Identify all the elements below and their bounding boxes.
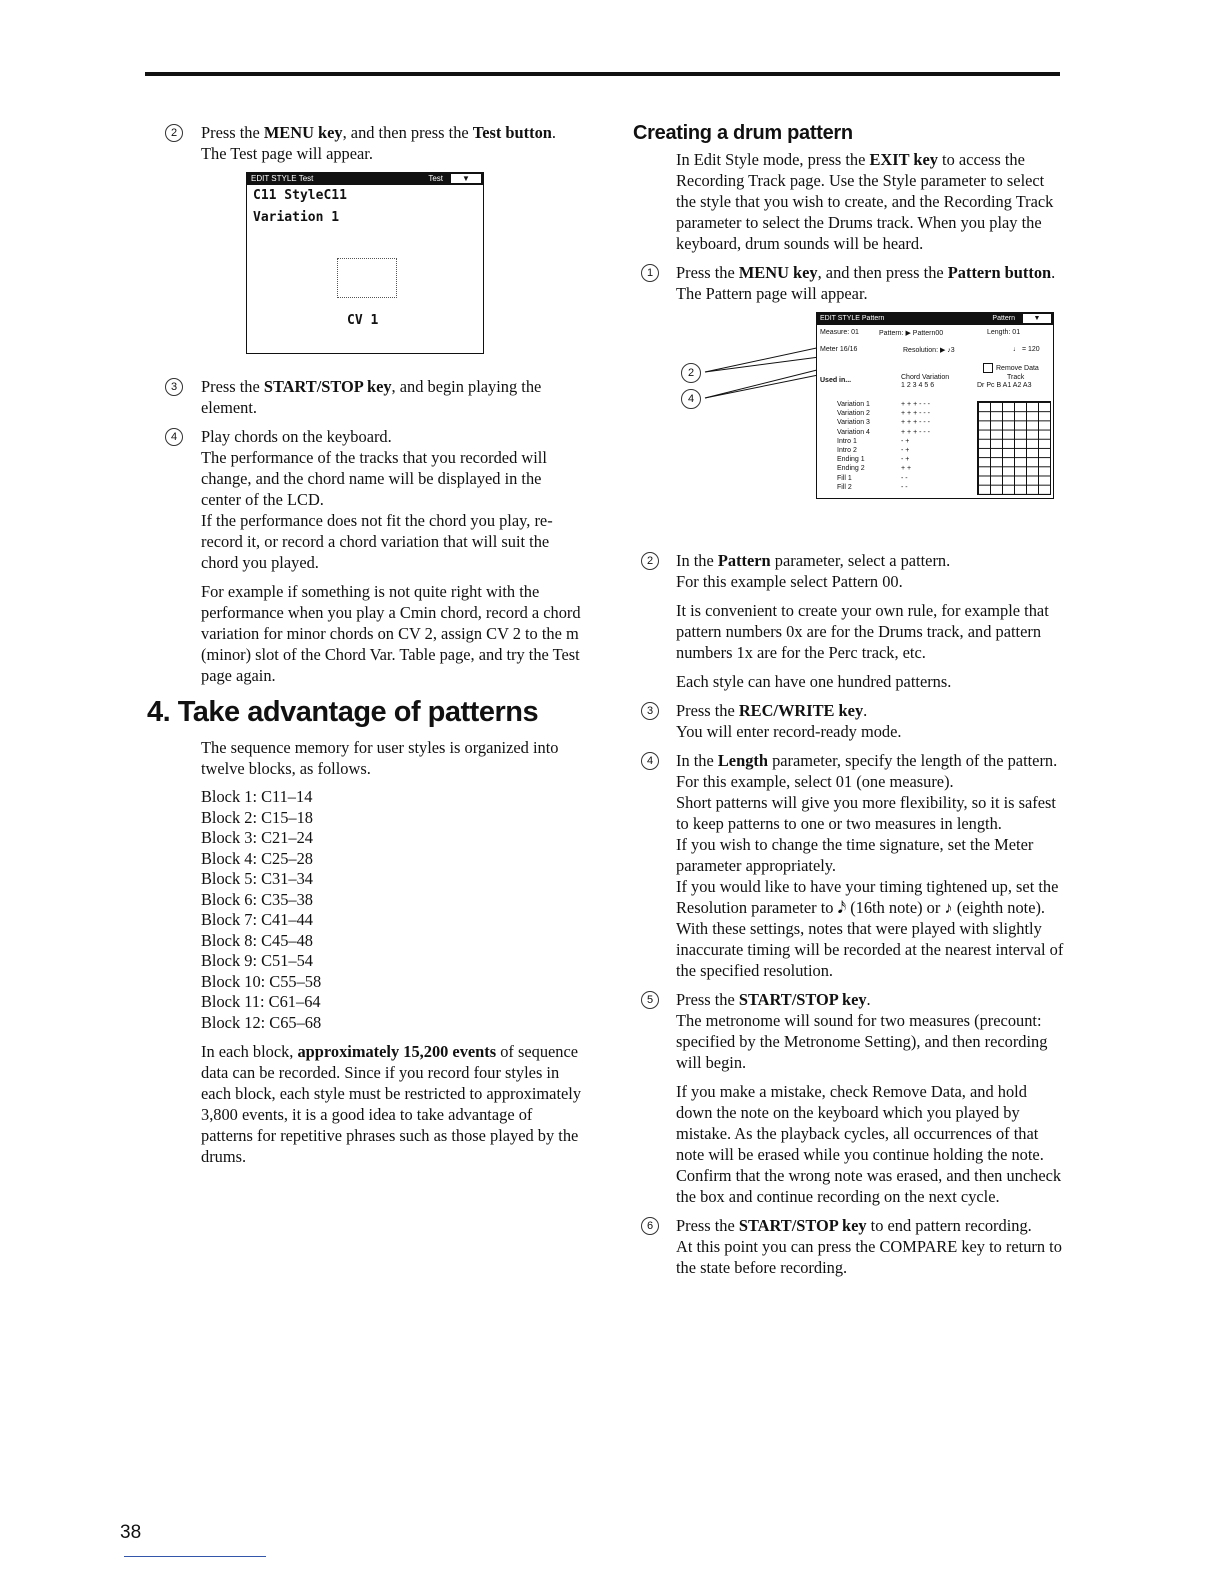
usage-row-label: Variation 3: [837, 419, 870, 427]
step-2-select-pattern: 2 In the Pattern parameter, select a pattern. For this example select Pattern 00. It is convenient to create your own rule, for example that pattern numbers 0x are for the Drums track, and pattern numbers 1x are for the Perc track, etc. Each style can have one hundred patterns.: [633, 550, 1065, 692]
length-field: Length: 01: [987, 329, 1021, 336]
resolution-field: Resolution: ▶ ♪3: [903, 347, 955, 354]
usage-row-label: Intro 1: [837, 437, 857, 445]
usage-row-marks: + + + - - -: [901, 419, 930, 427]
intro-text: The sequence memory for user styles is organized into twelve blocks, as follows.: [201, 738, 559, 778]
block-item: Block 10: C55–58: [201, 971, 322, 991]
subheading: Creating a drum pattern: [633, 122, 853, 144]
step-4-length: 4 In the Length parameter, specify the length of the pattern. For this example, select 01 (one measure). Short patterns will give you more flexibility, so it is safest to keep patterns to one or two measures in length. If you wish to change the time signature, set the Meter parameter appropriately. If you would like to have your timing tightened up, set the Resolution parameter to 𝅘𝅥𝅯 (16th note) or ♪ (eighth note). With these settings, notes that were played with slightly inaccurate timing will be recorded at the nearest interval of the specified resolution.: [633, 750, 1065, 981]
step-number: 1: [641, 264, 659, 282]
chord-display-box: [337, 258, 397, 298]
block-item: Block 11: C61–64: [201, 992, 321, 1011]
usage-row-marks: - -: [901, 474, 908, 482]
block-item: Block 8: C45–48: [201, 930, 314, 950]
usage-row-label: Ending 1: [837, 456, 865, 464]
usage-row-marks: + +: [901, 465, 912, 473]
remove-data-checkbox: Remove Data: [983, 363, 1039, 373]
usage-row-label: Variation 4: [837, 428, 870, 436]
block-item: Block 4: C25–28: [201, 848, 314, 868]
block-item: Block 12: C65–68: [201, 1012, 322, 1032]
pattern-page-lcd: [816, 312, 1054, 499]
step-number: 3: [641, 702, 659, 720]
example-note: For example if something is not quite right with the performance when you play a Cmin chord, record a chord variation for minor chords on CV 2, assign CV 2 to the m (minor) slot of the Chord Var. Table page, and try the Test page again.: [201, 582, 581, 685]
track-columns: Dr Pc B A1 A2 A3: [977, 382, 1032, 389]
step-number: 4: [641, 752, 659, 770]
usage-row-marks: + + + - - -: [901, 428, 930, 436]
measure-field: Measure: 01: [820, 329, 859, 336]
usage-row-label: Ending 2: [837, 465, 865, 473]
block-item: Block 6: C35–38: [201, 889, 314, 909]
tempo-field: ♩ = 120: [1013, 346, 1040, 353]
pattern-page-figure: [633, 312, 1065, 542]
usage-row-marks: - +: [901, 447, 910, 454]
callout-2: 2: [681, 363, 701, 383]
section-heading: 4. Take advantage of patterns: [147, 696, 539, 728]
drum-intro: In Edit Style mode, press the EXIT key to access the Recording Track page. Use the Style parameter to select the style that you wish to create, and the Recording Track parameter to select the Drums track. When you play the keyboard, drum sounds will be heard.: [676, 150, 1054, 253]
step-result: The Test page will appear.: [201, 144, 373, 163]
usage-row-label: Fill 2: [837, 483, 852, 491]
pattern-field: Pattern: ▶ Pattern00: [879, 330, 944, 337]
usage-row-label: Variation 1: [837, 401, 870, 408]
test-page-lcd: [246, 172, 484, 354]
block-item: Block 5: C31–34: [201, 869, 314, 888]
left-column: [147, 122, 583, 1175]
chord-variation-label: Chord Variation: [901, 374, 950, 381]
block-list: [165, 787, 583, 1033]
step-number: 3: [165, 378, 183, 396]
lcd-style-name: C11 StyleC11: [253, 188, 347, 203]
usage-row-label: Fill 1: [837, 474, 852, 482]
block-item: Block 2: C15–18: [201, 807, 314, 827]
top-rule: [145, 72, 1060, 76]
events-text: In each block, approximately 15,200 events of sequence data can be recorded. Since if you record four styles in each block, each style must be restricted to approximately 3,800 events, it is a good idea to take advantage of patterns for repetitive phrases such as those played by the drums.: [201, 1042, 582, 1166]
used-in-label: Used in...: [820, 377, 852, 384]
block-item: Block 9: C51–54: [201, 951, 314, 970]
step-4-chords: 4 Play chords on the keyboard. The performance of the tracks that you recorded will change, and the chord name will be displayed in the center of the LCD. If the performance does not fit the chord you play, re-record it, or record a chord variation that will suit the chord you played. For example if something is not quite right with the performance when you play a Cmin chord, record a chord variation for minor chords on CV 2, assign CV 2 to the m (minor) slot of the Chord Var. Table page, and try the Test page again.: [165, 426, 583, 686]
step-number: 4: [165, 428, 183, 446]
step-number: 6: [641, 1217, 659, 1235]
block-item: Block 3: C21–24: [201, 828, 314, 847]
step-6-end: 6 Press the START/STOP key to end pattern recording. At this point you can press the COMPARE key to return to the state before recording.: [633, 1215, 1065, 1278]
callout-4: 4: [681, 389, 701, 409]
usage-row-marks: - +: [901, 437, 910, 445]
lcd-chord-variation: CV 1: [347, 313, 379, 328]
usage-row-label: Variation 2: [837, 410, 870, 418]
block-item: Block 1: C11–14: [201, 787, 313, 806]
usage-row-marks: - -: [901, 483, 908, 491]
step-number: 5: [641, 991, 659, 1009]
track-grid: [977, 401, 1051, 495]
step-3-rec-write: 3 Press the REC/WRITE key. You will enter record-ready mode.: [633, 700, 1065, 742]
block-item: Block 7: C41–44: [201, 910, 314, 929]
lcd-title-bar: EDIT STYLE Test Test ▼: [247, 173, 483, 185]
step-number: 2: [641, 552, 659, 570]
step-5-start-stop: 5 Press the START/STOP key. The metronome will sound for two measures (precount: specified by the Metronome Setting), and then recording will begin. If you make a mistake, check Remove Data, and hold down the note on the keyboard which you played by mistake. As the playback cycles, all occurrences of that note will be erased while you continue holding the note. Confirm that the wrong note was erased, and then uncheck the box and continue recording on the next cycle.: [633, 989, 1065, 1207]
right-column: [633, 122, 1065, 1286]
lcd-variation: Variation 1: [253, 210, 340, 225]
track-label: Track: [1007, 374, 1025, 381]
step-1-pattern: 1 Press the MENU key, and then press the Pattern button. The Pattern page will appear.: [633, 262, 1065, 304]
page-number: 38: [120, 1522, 142, 1543]
step-3-start: 3 Press the START/STOP key, and begin playing the element.: [165, 376, 583, 418]
footer-line: [124, 1556, 266, 1557]
meter-field: Meter 16/16: [820, 346, 858, 353]
usage-row-marks: + + + - - -: [901, 401, 930, 408]
lcd-title-bar: EDIT STYLE Pattern Pattern ▼: [817, 313, 1053, 325]
usage-row-label: Intro 2: [837, 447, 857, 454]
dropdown-icon: ▼: [1023, 314, 1051, 323]
usage-row-marks: + + + - - -: [901, 410, 930, 418]
cv-numbers: 1 2 3 4 5 6: [901, 382, 935, 389]
usage-row-marks: - +: [901, 456, 910, 464]
step-2-test: 2 Press the MENU key, and then press the Test button. The Test page will appear.: [165, 122, 583, 164]
dropdown-icon: ▼: [451, 174, 481, 183]
step-number: 2: [165, 124, 183, 142]
